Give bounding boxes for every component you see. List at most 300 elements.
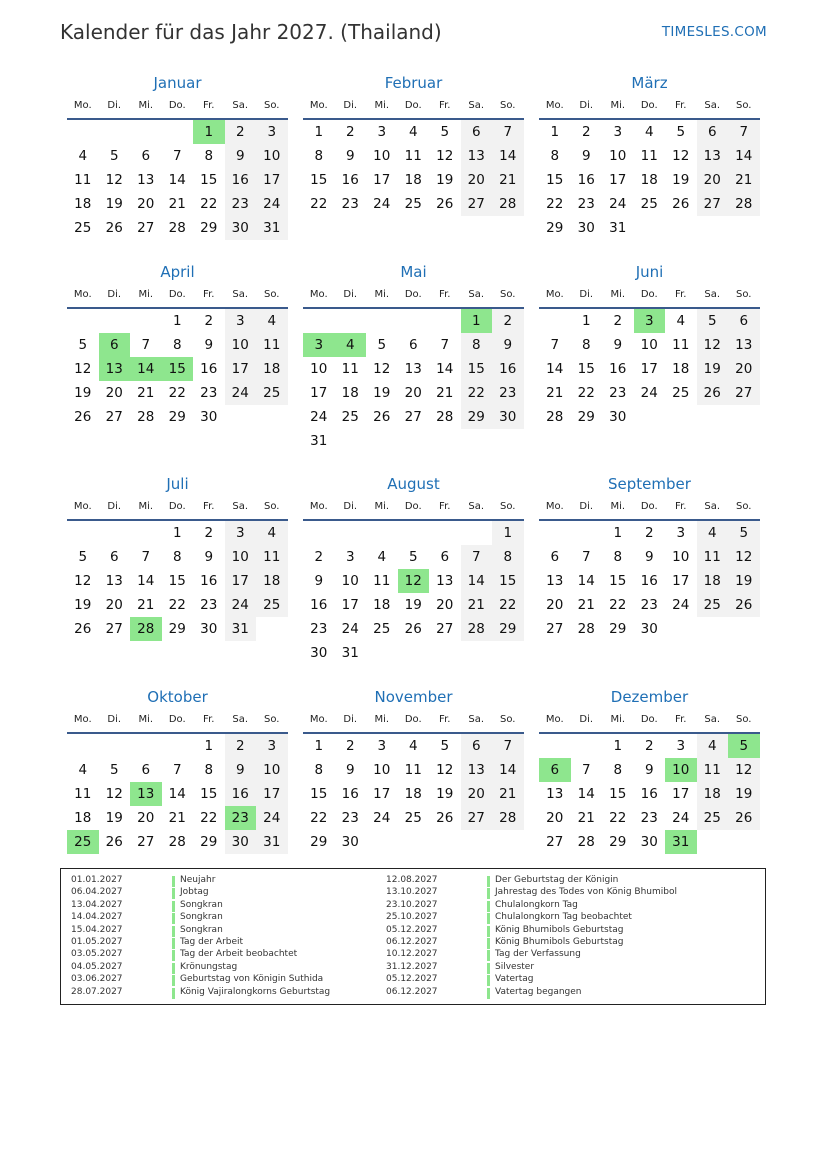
weekday-label: Mo. [73,714,92,725]
day-cell: 22 [168,597,186,613]
month-name: Juli [166,475,189,493]
day-cell: 18 [697,782,729,806]
weekday-label: Mi. [138,714,154,725]
day-cell: 22 [200,196,218,212]
day-cell: 27 [105,621,123,637]
day-cell: 30 [640,621,658,637]
day-cell: 27 [546,834,564,850]
day-cell: 20 [546,810,564,826]
day-cell: 4 [697,734,729,758]
day-cell: 27 [105,409,123,425]
weekday-label: So. [736,714,752,725]
day-cell: 27 [728,381,760,405]
day-cell: 14 [546,361,564,377]
empty-cell [67,120,99,144]
weekday-header [67,708,288,734]
day-cell: 10 [310,361,328,377]
day-grid [67,120,288,240]
day-cell: 29 [168,409,186,425]
day-cell: 4 [697,521,729,545]
day-cell: 15 [200,172,218,188]
day-cell: 19 [373,385,391,401]
weekday-label: Di. [343,289,358,300]
day-cell: 20 [461,782,493,806]
weekday-label: Sa. [232,501,249,512]
day-cell: 13 [546,573,564,589]
day-cell: 11 [672,337,690,353]
legend-holiday-name: Silvester [495,961,535,972]
day-cell: 18 [256,569,288,593]
legend-date: 31.12.2027 [386,961,438,972]
day-cell: 11 [74,172,92,188]
weekday-label: Di. [343,714,358,725]
day-cell: 5 [697,309,729,333]
holiday-cell: 12 [398,569,430,593]
day-cell: 11 [256,333,288,357]
weekday-label: Do. [404,100,422,111]
month-mai [303,261,524,453]
empty-cell [366,309,398,333]
day-cell: 8 [204,148,214,164]
day-cell: 9 [644,549,654,565]
day-cell: 24 [310,409,328,425]
day-cell: 26 [728,806,760,830]
legend-marker [487,926,490,937]
day-cell: 24 [225,593,257,617]
weekday-label: So. [500,501,516,512]
day-cell: 22 [546,196,564,212]
weekday-header [303,495,524,521]
day-cell: 20 [728,357,760,381]
day-cell: 17 [256,782,288,806]
day-cell: 24 [609,196,627,212]
day-cell: 10 [640,337,658,353]
month-name: Januar [153,74,202,92]
day-cell: 25 [74,220,92,236]
day-cell: 20 [137,196,155,212]
day-cell: 8 [613,549,623,565]
day-cell: 11 [74,786,92,802]
day-cell: 8 [581,337,591,353]
day-cell: 28 [492,806,524,830]
holiday-cell: 31 [665,830,697,854]
day-cell: 15 [609,786,627,802]
day-cell: 2 [204,525,214,541]
weekday-label: Sa. [468,501,485,512]
month-november [303,686,524,854]
day-cell: 6 [461,734,493,758]
day-cell: 25 [672,385,690,401]
day-cell: 8 [314,148,324,164]
day-cell: 30 [200,621,218,637]
day-grid [67,521,288,641]
day-cell: 14 [436,361,454,377]
day-cell: 23 [492,381,524,405]
day-cell: 24 [672,810,690,826]
day-cell: 7 [461,545,493,569]
empty-cell [303,309,335,333]
weekday-label: Mi. [610,289,626,300]
day-cell: 20 [105,385,123,401]
day-cell: 3 [225,309,257,333]
day-cell: 24 [256,192,288,216]
legend-marker [487,988,490,999]
day-cell: 29 [609,621,627,637]
legend-date: 06.12.2027 [386,936,438,947]
day-cell: 17 [225,357,257,381]
day-cell: 11 [404,762,422,778]
day-grid [539,309,760,429]
weekday-header [67,283,288,309]
legend-holiday-name: Jahrestag des Todes von König Bhumibol [495,887,677,898]
weekday-label: Fr. [675,714,687,725]
day-cell: 24 [341,621,359,637]
day-cell: 30 [200,409,218,425]
legend-date: 15.04.2027 [71,924,123,935]
weekday-label: Do. [168,714,186,725]
page-title: Kalender für das Jahr 2027. (Thailand) [60,20,442,44]
day-cell: 24 [256,806,288,830]
brand-link[interactable]: TIMESLES.COM [661,24,767,40]
day-cell: 17 [640,361,658,377]
weekday-label: Do. [168,100,186,111]
day-cell: 2 [492,309,524,333]
weekday-label: Fr. [675,501,687,512]
legend-marker [487,975,490,986]
day-cell: 18 [74,810,92,826]
weekday-header [303,708,524,734]
day-cell: 23 [225,192,257,216]
day-cell: 20 [546,597,564,613]
day-cell: 3 [225,521,257,545]
day-cell: 26 [105,220,123,236]
legend-marker [487,938,490,949]
day-cell: 6 [461,120,493,144]
day-cell: 28 [492,192,524,216]
weekday-label: Do. [640,289,658,300]
weekday-label: Sa. [704,289,721,300]
day-cell: 30 [492,405,524,429]
legend-holiday-name: Tag der Arbeit [180,936,244,947]
holiday-cell: 5 [728,734,760,758]
day-cell: 22 [492,593,524,617]
day-cell: 18 [640,172,658,188]
weekday-header [539,708,760,734]
month-september [539,473,760,641]
day-cell: 18 [697,569,729,593]
legend-date: 13.10.2027 [386,887,438,898]
day-cell: 24 [640,385,658,401]
day-cell: 25 [404,810,422,826]
day-cell: 5 [109,148,119,164]
day-cell: 8 [172,549,182,565]
day-cell: 21 [168,196,186,212]
weekday-label: Fr. [439,289,451,300]
day-cell: 23 [341,810,359,826]
day-cell: 31 [310,433,328,449]
holiday-cell: 15 [162,357,194,381]
day-cell: 13 [697,144,729,168]
day-cell: 28 [168,220,186,236]
weekday-label: Mi. [374,289,390,300]
legend-marker [172,988,175,999]
day-cell: 23 [640,597,658,613]
day-cell: 28 [436,409,454,425]
empty-cell [429,521,461,545]
weekday-label: Fr. [203,501,215,512]
day-grid [539,734,760,854]
day-cell: 8 [461,333,493,357]
weekday-label: Sa. [232,714,249,725]
day-cell: 17 [672,786,690,802]
day-cell: 29 [168,621,186,637]
weekday-label: Mo. [545,501,564,512]
day-cell: 20 [436,597,454,613]
legend-date: 05.12.2027 [386,924,438,935]
day-cell: 23 [609,385,627,401]
day-cell: 29 [461,405,493,429]
legend-marker [172,963,175,974]
day-cell: 19 [436,172,454,188]
day-cell: 16 [341,172,359,188]
weekday-header [539,283,760,309]
day-cell: 1 [492,521,524,545]
day-cell: 21 [461,593,493,617]
empty-cell [99,120,131,144]
day-cell: 27 [461,192,493,216]
day-cell: 23 [200,597,218,613]
day-cell: 21 [492,168,524,192]
day-cell: 9 [314,573,324,589]
day-cell: 10 [225,333,257,357]
holiday-cell: 4 [335,333,367,357]
day-cell: 16 [310,597,328,613]
day-cell: 14 [168,786,186,802]
day-cell: 31 [256,216,288,240]
day-cell: 18 [672,361,690,377]
weekday-label: So. [736,289,752,300]
legend-marker [172,876,175,887]
day-cell: 28 [577,834,595,850]
empty-cell [130,521,162,545]
day-cell: 22 [310,810,328,826]
day-cell: 12 [436,762,454,778]
day-cell: 25 [697,806,729,830]
day-cell: 26 [697,381,729,405]
day-cell: 1 [314,124,324,140]
day-cell: 17 [672,573,690,589]
day-cell: 6 [550,549,560,565]
day-cell: 27 [546,621,564,637]
holiday-cell: 28 [130,617,162,641]
day-cell: 9 [225,758,257,782]
day-cell: 16 [341,786,359,802]
legend-date: 03.06.2027 [71,974,123,985]
day-cell: 10 [373,762,391,778]
day-cell: 6 [697,120,729,144]
weekday-label: Di. [107,100,122,111]
day-cell: 29 [200,220,218,236]
day-cell: 26 [436,196,454,212]
weekday-label: Mo. [309,501,328,512]
day-cell: 15 [200,786,218,802]
day-cell: 27 [697,192,729,216]
weekday-label: Sa. [468,100,485,111]
day-cell: 5 [78,337,88,353]
weekday-label: Fr. [675,100,687,111]
day-cell: 14 [492,144,524,168]
day-cell: 6 [109,549,119,565]
day-cell: 12 [74,361,92,377]
weekday-label: Mi. [610,501,626,512]
day-cell: 6 [141,762,151,778]
day-cell: 18 [74,196,92,212]
day-cell: 29 [200,834,218,850]
day-cell: 7 [141,549,151,565]
empty-cell [130,734,162,758]
weekday-label: Fr. [203,714,215,725]
day-cell: 15 [168,573,186,589]
weekday-label: Di. [107,289,122,300]
day-cell: 17 [609,172,627,188]
day-cell: 13 [728,333,760,357]
weekday-label: Do. [168,289,186,300]
weekday-label: Fr. [203,289,215,300]
day-cell: 9 [345,762,355,778]
day-cell: 12 [728,545,760,569]
day-cell: 14 [461,569,493,593]
legend-marker [172,901,175,912]
legend-holiday-name: Geburtstag von Königin Suthida [180,974,324,985]
day-cell: 31 [609,220,627,236]
weekday-label: Fr. [439,501,451,512]
day-cell: 9 [581,148,591,164]
day-cell: 22 [577,385,595,401]
day-cell: 11 [697,758,729,782]
empty-cell [303,521,335,545]
day-cell: 3 [676,738,686,754]
day-cell: 30 [640,834,658,850]
day-cell: 3 [345,549,355,565]
day-cell: 11 [697,545,729,569]
day-cell: 26 [105,834,123,850]
day-cell: 19 [728,569,760,593]
day-cell: 28 [168,834,186,850]
day-cell: 25 [256,593,288,617]
day-cell: 30 [225,830,257,854]
day-grid [303,309,524,453]
day-cell: 12 [728,758,760,782]
day-cell: 15 [492,569,524,593]
day-cell: 6 [440,549,450,565]
weekday-label: Mi. [138,100,154,111]
day-cell: 15 [310,172,328,188]
day-cell: 21 [577,597,595,613]
month-name: Februar [384,74,443,92]
day-cell: 25 [404,196,422,212]
weekday-label: Mo. [309,714,328,725]
holiday-cell: 1 [193,120,225,144]
day-cell: 26 [728,593,760,617]
legend-holiday-name: Neujahr [180,875,216,885]
day-cell: 8 [550,148,560,164]
day-cell: 21 [168,810,186,826]
month-februar [303,72,524,216]
day-grid [67,734,288,854]
month-name: Dezember [610,688,689,706]
day-cell: 12 [697,333,729,357]
day-cell: 15 [609,573,627,589]
day-cell: 23 [310,621,328,637]
day-cell: 27 [404,409,422,425]
month-name: August [387,475,440,493]
weekday-label: Mi. [374,714,390,725]
day-cell: 10 [373,148,391,164]
legend-holiday-name: König Vajiralongkorns Geburtstag [180,986,331,997]
day-cell: 10 [256,758,288,782]
month-name: Juni [635,263,664,281]
day-cell: 1 [172,313,182,329]
day-cell: 2 [581,124,591,140]
day-cell: 13 [461,758,493,782]
day-cell: 7 [172,148,182,164]
day-grid [303,734,524,854]
day-cell: 5 [109,762,119,778]
day-cell: 28 [577,621,595,637]
holiday-cell: 1 [461,309,493,333]
day-cell: 7 [581,549,591,565]
legend-date: 12.08.2027 [386,875,438,885]
day-cell: 5 [408,549,418,565]
empty-cell [99,521,131,545]
day-cell: 26 [436,810,454,826]
empty-cell [67,734,99,758]
empty-cell [99,309,131,333]
legend-marker [172,975,175,986]
empty-cell [366,521,398,545]
month-name: März [631,74,668,92]
day-cell: 30 [310,645,328,661]
holiday-cell: 3 [303,333,335,357]
day-cell: 11 [373,573,391,589]
legend-date: 14.04.2027 [71,912,123,923]
day-cell: 26 [74,409,92,425]
day-cell: 25 [373,621,391,637]
day-cell: 1 [613,738,623,754]
day-cell: 28 [137,409,155,425]
weekday-label: Mo. [73,501,92,512]
day-cell: 5 [377,337,387,353]
weekday-label: Do. [640,100,658,111]
legend-holiday-name: Vatertag [495,974,534,985]
day-cell: 8 [172,337,182,353]
day-cell: 6 [408,337,418,353]
legend-date: 06.04.2027 [71,887,123,898]
day-cell: 11 [256,545,288,569]
day-cell: 4 [408,124,418,140]
day-cell: 4 [377,549,387,565]
day-cell: 16 [200,573,218,589]
weekday-label: Mi. [374,100,390,111]
weekday-label: Sa. [468,289,485,300]
day-cell: 13 [461,144,493,168]
day-cell: 3 [676,525,686,541]
holiday-cell: 13 [99,357,131,381]
legend-marker [487,901,490,912]
day-cell: 4 [644,124,654,140]
day-cell: 4 [78,148,88,164]
day-cell: 19 [728,782,760,806]
